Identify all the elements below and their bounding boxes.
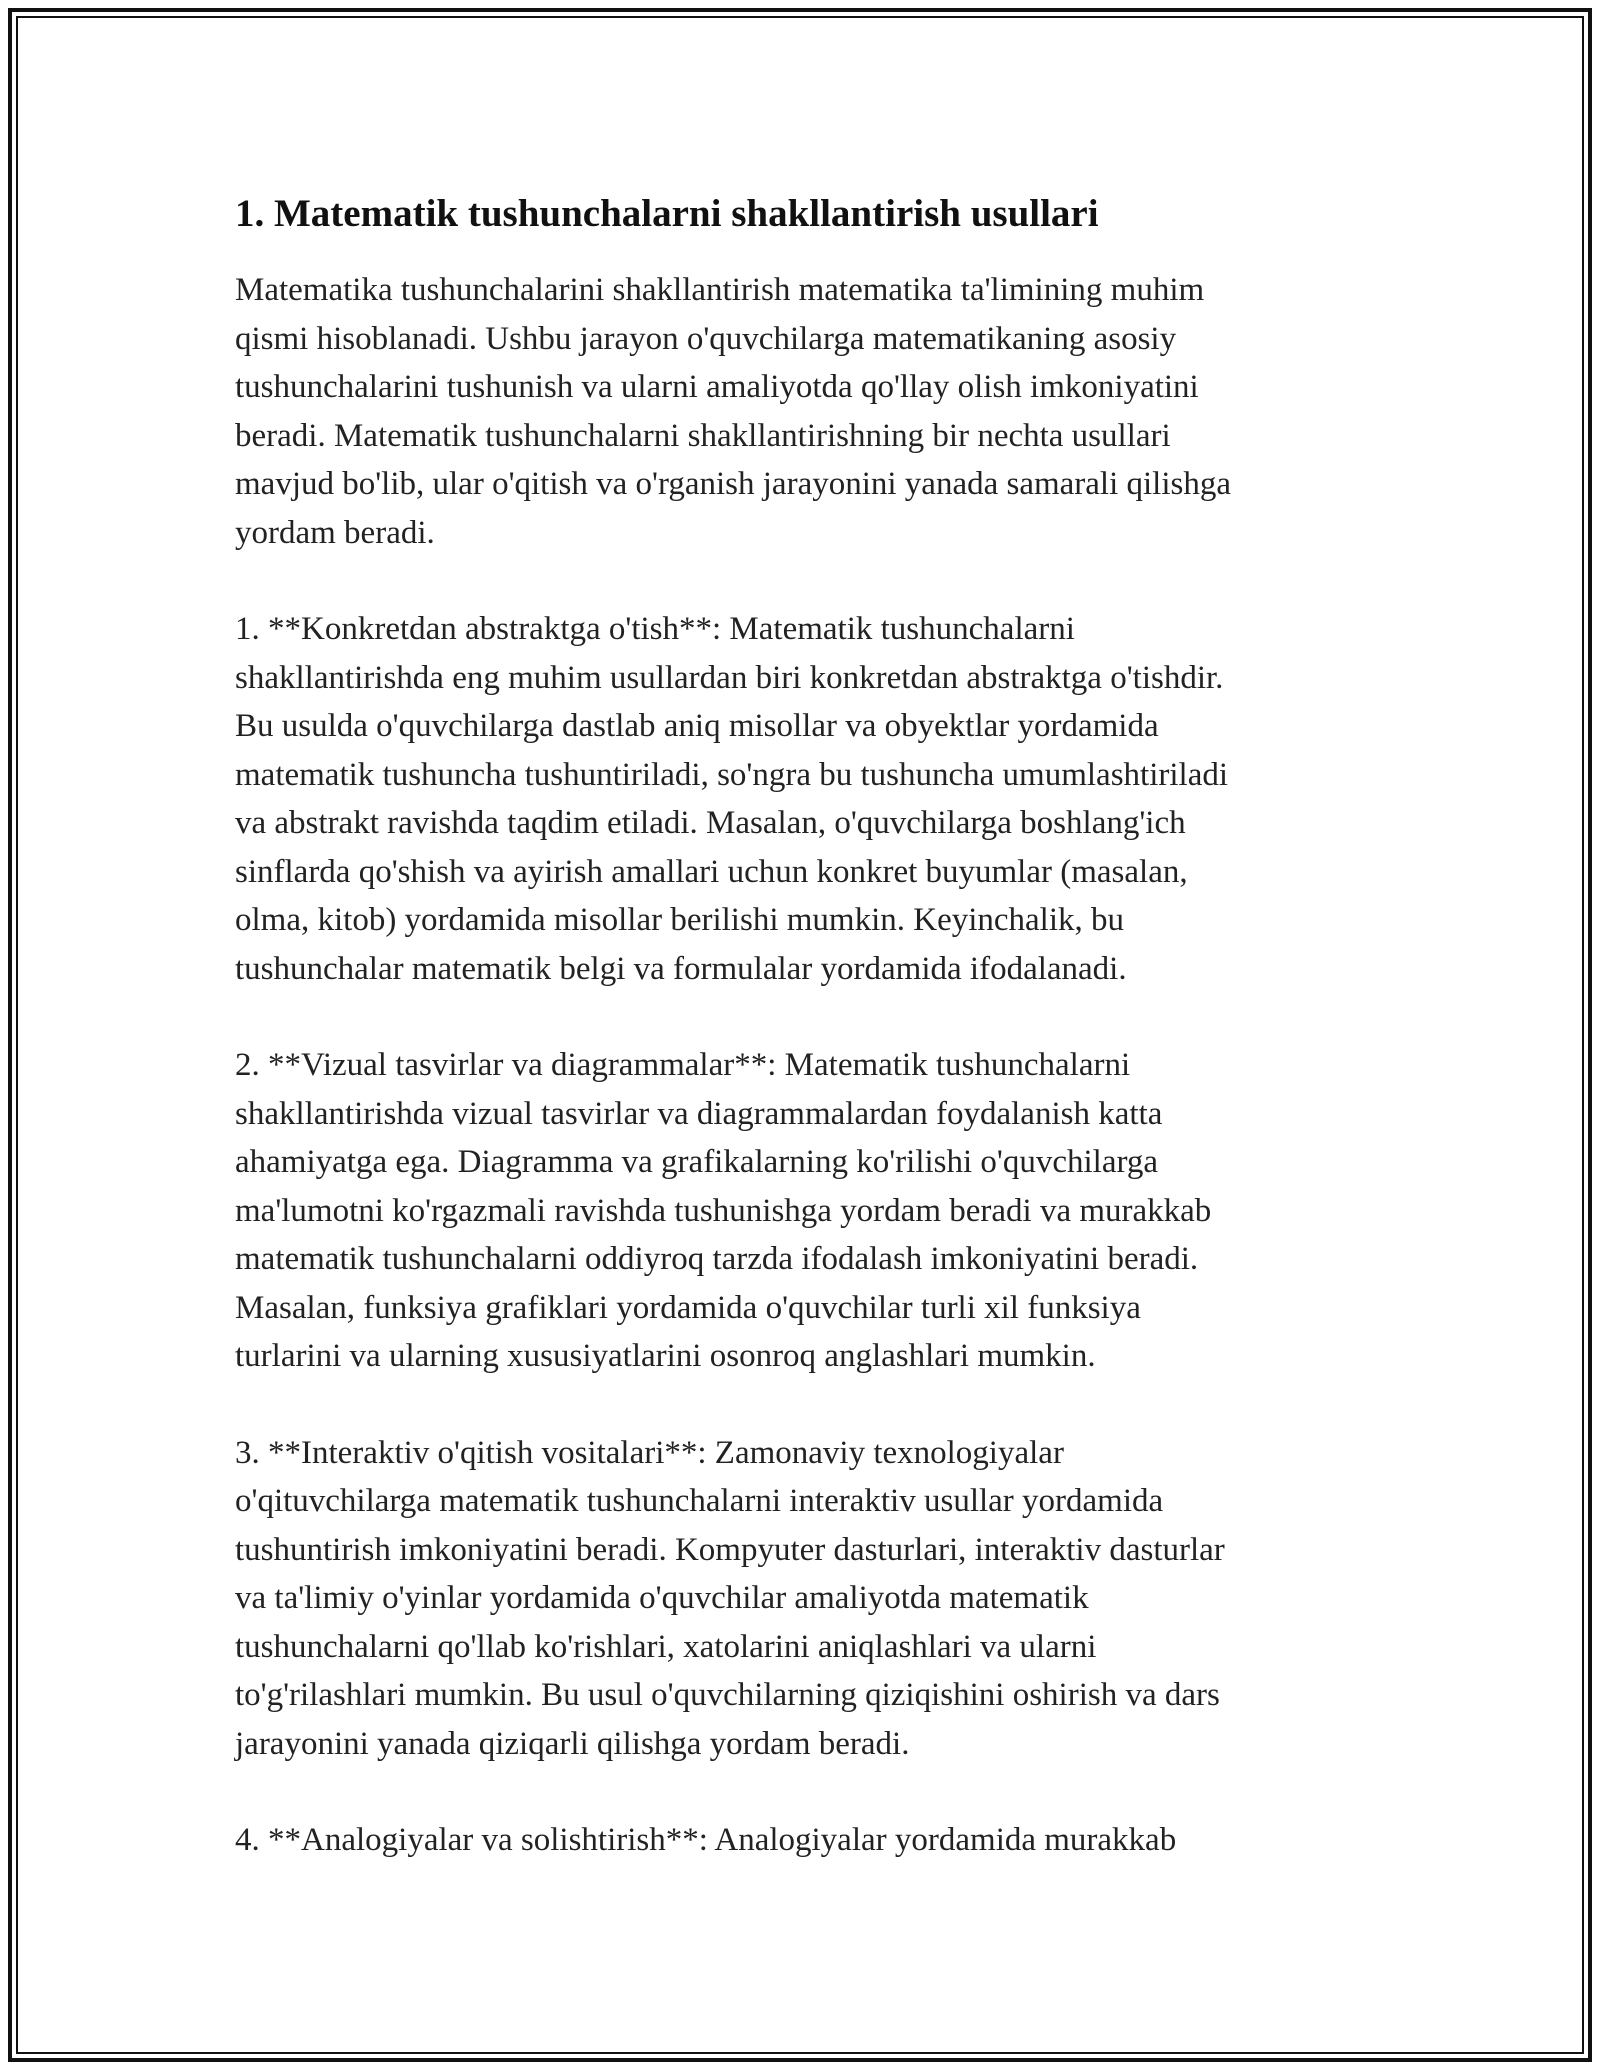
- paragraph-item-4: 4. **Analogiyalar va solishtirish**: Analogiyalar yordamida murakkab: [235, 1822, 1177, 1858]
- intro-paragraph: Matematika tushunchalarini shakllantirish matematika ta'limining muhim qismi hisoblanadi. Ushbu jarayon o'quvchilarga matematikaning asosiy tushunchalarini tushunish va ularni amaliyotda qo'llay olish imkoniyatini beradi. Matematik tushunchalarni shakllantirishning bir nechta usullari mavjud bo'lib, ular o'qitish va o'rganish jarayonini yanada samarali qilishga yordam beradi.: [235, 272, 1232, 551]
- paragraph-item-1: 1. **Konkretdan abstraktga o'tish**: Matematik tushunchalarni shakllantirishda eng muhim usullardan biri konkretdan abstraktga o'tishdir. Bu usulda o'quvchilarga dastlab aniq misollar va obyektlar yordamida matematik tushuncha tushuntiriladi, so'ngra bu tushuncha umumlashtiriladi va abstrakt ravishda taqdim etiladi. Masalan, o'quvchilarga boshlang'ich sinflarda qo'shish va ayirish amallari uchun konkret buyumlar (masalan, olma, kitob) yordamida misollar berilishi mumkin. Keyinchalik, bu tushunchalar matematik belgi va formulalar yordamida ifodalanadi.: [235, 611, 1229, 987]
- document-body: [235, 188, 1365, 1913]
- paragraph-item-3: 3. **Interaktiv o'qitish vositalari**: Zamonaviy texnologiyalar o'qituvchilarga matematik tushunchalarni interaktiv usullar yordamida tushuntirish imkoniyatini beradi. Kompyuter dasturlari, interaktiv dasturlar va ta'limiy o'yinlar yordamida o'quvchilar amaliyotda matematik tushunchalarni qo'llab ko'rishlari, xatolarini aniqlashlari va ularni to'g'rilashlari mumkin. Bu usul o'quvchilarning qiziqishini oshirish va dars jarayonini yanada qiziqarli qilishga yordam beradi.: [235, 1434, 1225, 1762]
- document-title: 1. Matematik tushunchalarni shakllantirish usullari: [235, 192, 1099, 235]
- paragraph-item-2: 2. **Vizual tasvirlar va diagrammalar**: Matematik tushunchalarni shakllantirishda vizual tasvirlar va diagrammalardan foydalanish katta ahamiyatga ega. Diagramma va grafikalarning ko'rilishi o'quvchilarga ma'lumotni ko'rgazmali ravishda tushunishga yordam beradi va murakkab matematik tushunchalarni oddiyroq tarzda ifodalash imkoniyatini beradi. Masalan, funksiya grafiklari yordamida o'quvchilar turli xil funksiya turlarini va ularning xususiyatlarini osonroq anglashlari mumkin.: [235, 1047, 1212, 1374]
